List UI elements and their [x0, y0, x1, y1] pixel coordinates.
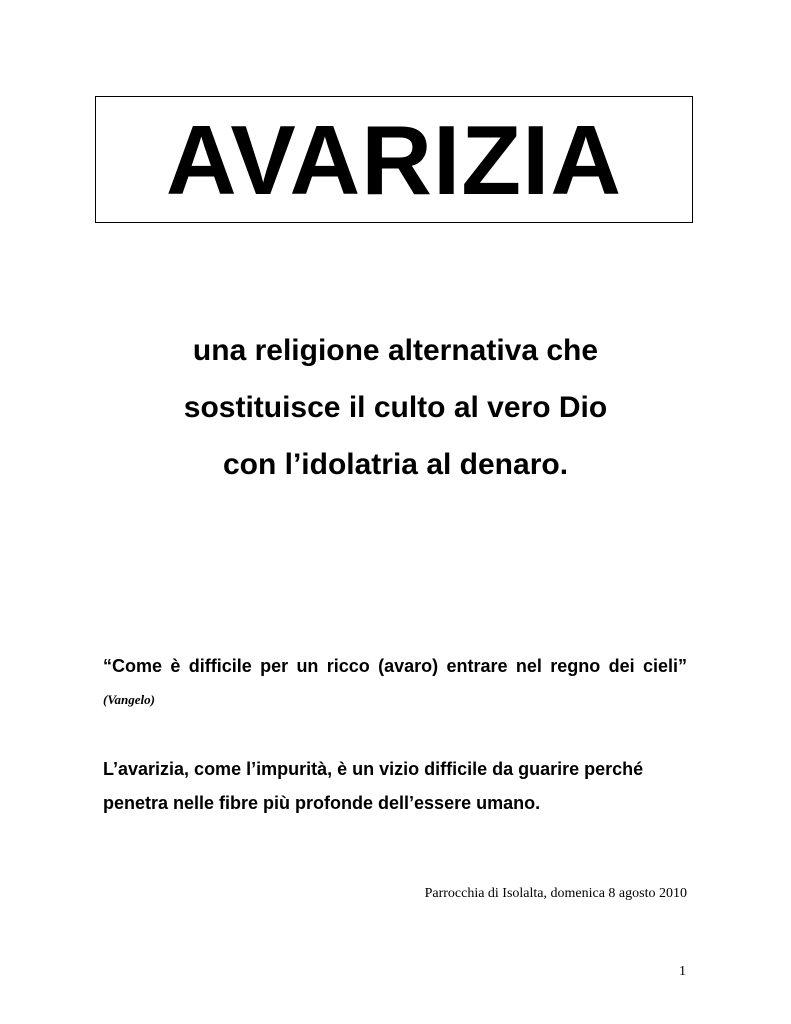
subtitle-line: con l’idolatria al denaro. [222, 448, 569, 481]
subtitle-line: una religione alternativa che [192, 334, 599, 367]
body-paragraph: L’avarizia, come l’impurità, è un vizio difficile da guarire perché penetra nelle fibre più profonde dell’essere umano. [103, 759, 644, 813]
document-title: AVARIZIA [165, 104, 623, 215]
quote-text: “Come è difficile per un ricco (avaro) entrare nel regno dei cieli” [103, 656, 687, 676]
quote-source: (Vangelo) [103, 692, 155, 707]
page-number: 1 [679, 964, 686, 979]
signature-line: Parrocchia di Isolalta, domenica 8 agosto 2010 [424, 886, 687, 901]
quote [103, 650, 687, 716]
subtitle [0, 322, 791, 493]
title-box [95, 96, 693, 223]
subtitle-line: sostituisce il culto al vero Dio [183, 391, 608, 424]
